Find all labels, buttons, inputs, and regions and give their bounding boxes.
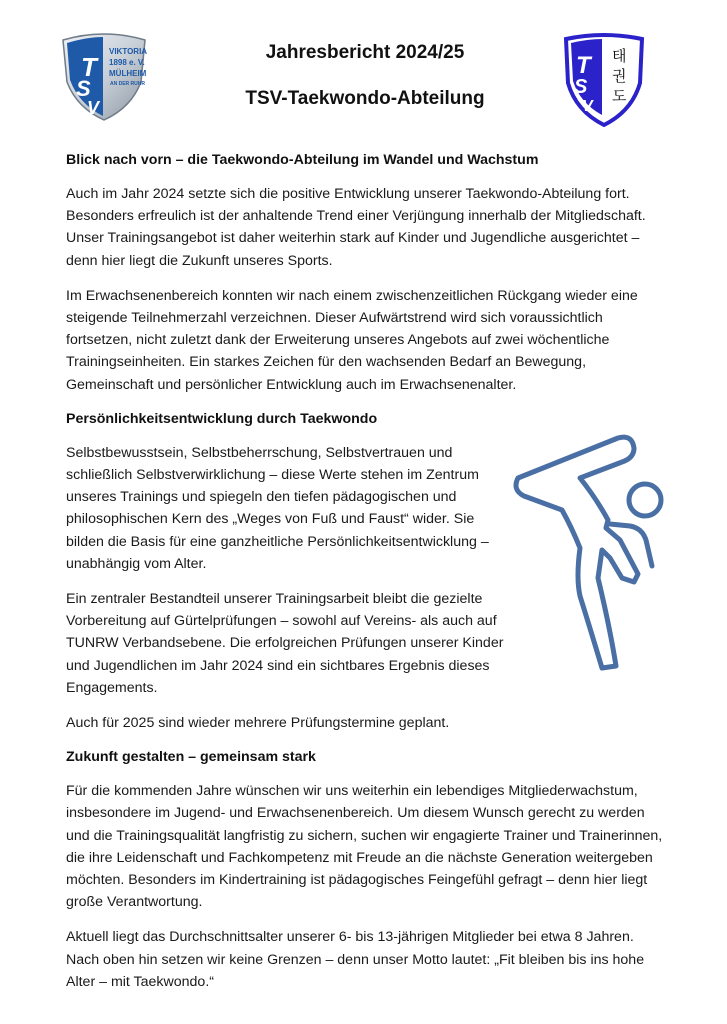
logo-letter-t: T [81, 52, 97, 82]
svg-text:S: S [76, 76, 91, 101]
hangul-kwon: 권 [612, 67, 627, 85]
logo-left-line4: AN DER RUHR [110, 81, 145, 87]
paragraph: Aktuell liegt das Durchschnittsalter unserer 6- bis 13-jährigen Mitglieder bei etwa 8 Jahren. Nach oben hin setzen wir keine Grenzen – denn unser Motto lautet: „Fit bleiben bis ins hohe Alter – mit Taekwondo.“ [66, 929, 645, 990]
tsv-taekwondo-logo [562, 33, 646, 127]
kicking-person-icon [510, 428, 680, 676]
report-title: Jahresbericht 2024/25 [265, 42, 465, 63]
svg-text:T: T [576, 52, 591, 79]
section-heading-outlook: Blick nach vorn – die Taekwondo-Abteilung im Wandel und Wachstum [66, 152, 539, 168]
paragraph: Auch für 2025 sind wieder mehrere Prüfungstermine geplant. [66, 715, 450, 732]
logo-left-line3: MÜLHEIM [109, 69, 147, 78]
section-heading-future: Zukunft gestalten – gemeinsam stark [66, 749, 316, 766]
paragraph: Im Erwachsenenbereich konnten wir nach einem zwischenzeitlichen Rückgang wieder eine steigende Teilnehmerzahl verzeichnen. Dieser Aufwärtstrend wird sich voraussichtlich fortsetzen, nicht zuletzt dank der Erweiterung unseres Angebots auf zwei wöchentliche Trainingseinheiten. Ein starkes Zeichen für den wachsenden Bedarf an Bewegung, Gemeinschaft und persönlicher Entwicklung auch im Erwachsenenalter. [66, 287, 638, 393]
department-title: TSV-Taekwondo-Abteilung [245, 88, 485, 109]
hangul-tae: 태 [612, 47, 627, 65]
svg-text:S: S [574, 76, 588, 98]
logo-left-line1: VIKTORIA [109, 47, 148, 56]
hangul-do: 도 [612, 87, 627, 105]
paragraph: Auch im Jahr 2024 setzte sich die positive Entwicklung unserer Taekwondo-Abteilung fort. Besonders erfreulich ist der anhaltende Trend einer Verjüngung innerhalb der Mitgliedschaft. Unser Trainingsangebot ist daher weiterhin stark auf Kinder und Jugendliche ausgerichtet – denn hier liegt die Zukunft unseres Sports. [66, 186, 646, 269]
logo-left-line2: 1898 e. V. [109, 58, 145, 67]
svg-text:V: V [87, 98, 100, 118]
svg-text:V: V [582, 98, 593, 115]
tsv-viktoria-logo [57, 30, 151, 122]
paragraph: Ein zentraler Bestandteil unserer Trainingsarbeit bleibt die gezielte Vorbereitung auf Gürtelprüfungen – sowohl auf Vereins- als auch auf TUNRW Verbandsebene. Die erfolgreichen Prüfungen unserer Kinder und Jugendlichen im Jahr 2024 sind ein sichtbares Ergebnis dieses Engagements. [66, 591, 504, 696]
paragraph: Für die kommenden Jahre wünschen wir uns weiterhin ein lebendiges Mitgliederwachstum, insbesondere im Jugend- und Erwachsenenbereich. Um diesem Wunsch gerecht zu werden und die Trainingsqualität langfristig zu sichern, suchen wir engagierte Trainer und Trainerinnen, die ihre Leidenschaft und Fachkompetenz mit Freude an die nächste Generation weitergeben möchten. Besonders im Kindertraining ist pädagogisches Feingefühl gefragt – denn hier liegt große Verantwortung. [66, 783, 663, 911]
section-heading-personality: Persönlichkeitsentwicklung durch Taekwondo [66, 410, 378, 427]
paragraph: Selbstbewusstsein, Selbstbeherrschung, Selbstvertrauen und schließlich Selbstverwirklichung – diese Werte stehen im Zentrum unseres Trainings und spiegeln den tiefen pädagogischen und philosophischen Kern des „Weges von Fuß und Faust“ wider. Sie bilden die Basis für eine ganzheitliche Persönlichkeitsentwicklung – unabhängig vom Alter. [66, 444, 489, 572]
